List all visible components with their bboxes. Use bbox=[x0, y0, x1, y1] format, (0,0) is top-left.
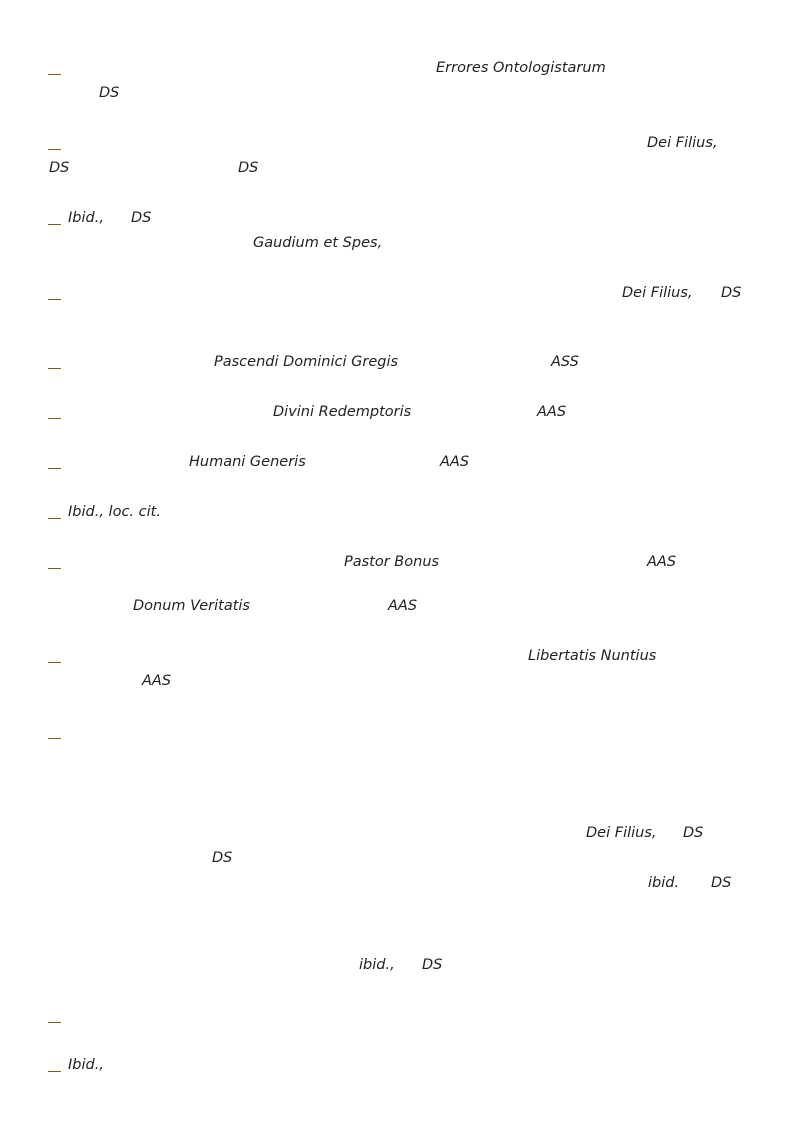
footnote-marker bbox=[48, 224, 61, 225]
footnote-marker bbox=[48, 368, 61, 369]
footnote-marker bbox=[48, 299, 61, 300]
footnote-marker bbox=[48, 1071, 61, 1072]
footnote-marker bbox=[48, 468, 61, 469]
footnote-marker bbox=[48, 568, 61, 569]
citation-ibid: Ibid., bbox=[68, 1057, 104, 1073]
footnote-marker bbox=[48, 662, 61, 663]
citation-title: Gaudium et Spes, bbox=[253, 235, 383, 251]
citation-title: Dei Filius, bbox=[622, 285, 693, 301]
citation-ibid: ibid. bbox=[648, 875, 680, 891]
citation-source: DS bbox=[99, 85, 120, 101]
citation-source: AAS bbox=[142, 673, 172, 689]
citation-title: Donum Veritatis bbox=[133, 598, 250, 614]
citation-source: DS bbox=[49, 160, 70, 176]
citation-title: Divini Redemptoris bbox=[273, 404, 412, 420]
citation-title: Pascendi Dominici Gregis bbox=[214, 354, 399, 370]
footnote-marker bbox=[48, 418, 61, 419]
citation-source: DS bbox=[721, 285, 742, 301]
citation-source: AAS bbox=[647, 554, 677, 570]
citation-source: ASS bbox=[551, 354, 579, 370]
citation-source: AAS bbox=[537, 404, 567, 420]
citation-title: Libertatis Nuntius bbox=[528, 648, 657, 664]
citation-source: DS bbox=[711, 875, 732, 891]
citation-title: Pastor Bonus bbox=[344, 554, 440, 570]
citation-source: DS bbox=[238, 160, 259, 176]
citation-source: DS bbox=[131, 210, 152, 226]
citation-ibid: ibid., bbox=[359, 957, 395, 973]
citation-source: AAS bbox=[388, 598, 418, 614]
footnote-marker bbox=[48, 149, 61, 150]
footnote-marker bbox=[48, 74, 61, 75]
citation-source: AAS bbox=[440, 454, 470, 470]
citation-title: Humani Generis bbox=[189, 454, 306, 470]
footnote-marker bbox=[48, 518, 61, 519]
citation-ibid: Ibid., bbox=[68, 210, 104, 226]
citation-title: Dei Filius, bbox=[647, 135, 718, 151]
footnote-marker bbox=[48, 1022, 61, 1023]
citation-title: Dei Filius, bbox=[586, 825, 657, 841]
citation-source: DS bbox=[212, 850, 233, 866]
footnote-marker bbox=[48, 738, 61, 739]
citation-title: Errores Ontologistarum bbox=[436, 60, 606, 76]
citation-source: DS bbox=[422, 957, 443, 973]
citation-source: DS bbox=[683, 825, 704, 841]
citation-ibid: Ibid., loc. cit. bbox=[68, 504, 161, 520]
